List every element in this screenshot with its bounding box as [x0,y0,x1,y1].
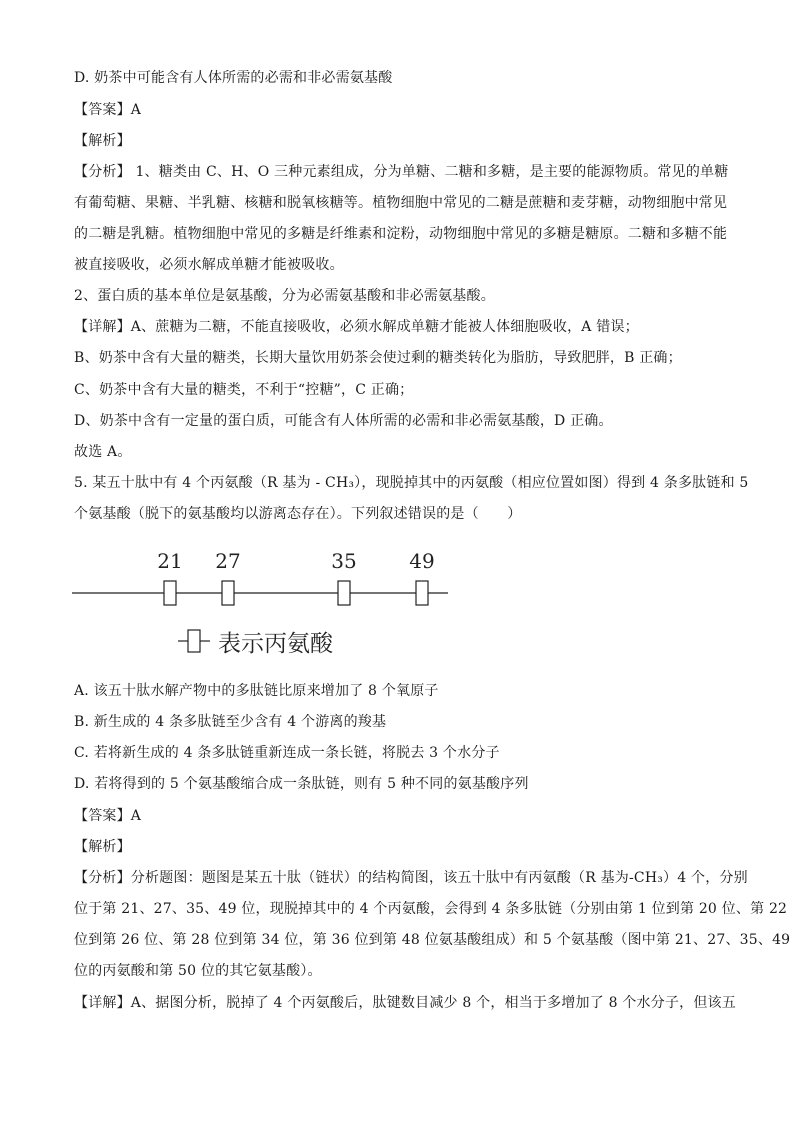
text-line-15: 个氨基酸（脱下的氨基酸均以游离态存在）。下列叙述错误的是（ ） [74,506,522,522]
peptide-chain-diagram [70,545,460,665]
text-line-22: 【分析】分析题图：题图是某五十肽（链状）的结构简图，该五十肽中有丙氨酸（R 基为-CH₃）4 个，分别 [74,870,748,886]
text-line-24: 位到第 26 位、第 28 位到第 34 位，第 36 位到第 48 位氨基酸组成）和 5 个氨基酸（图中第 21、27、35、49 [74,932,791,948]
text-line-21: 【解析】 [74,839,131,855]
legend [178,630,334,657]
text-line-8: 2、蛋白质的基本单位是氨基酸，分为必需氨基酸和非必需氨基酸。 [74,288,495,304]
position-label-27: 27 [215,549,241,573]
position-label-35: 35 [331,549,357,573]
text-line-23: 位于第 21、27、35、49 位，现脱掉其中的 4 个丙氨酸，会得到 4 条多肽链（分别由第 1 位到第 20 位、第 22 [74,901,788,917]
alanine-box-35 [338,581,350,605]
text-line-2: 【答案】A [74,102,142,118]
text-line-14: 5. 某五十肽中有 4 个丙氨酸（R 基为 - CH₃），现脱掉其中的丙氨酸（相应位置如图）得到 4 条多肽链和 5 [74,475,749,491]
text-line-1: D. 奶茶中可能含有人体所需的必需和非必需氨基酸 [74,70,393,86]
text-line-20: 【答案】A [74,808,142,824]
text-line-19: D. 若将得到的 5 个氨基酸缩合成一条肽链，则有 5 种不同的氨基酸序列 [74,776,529,792]
alanine-box-49 [416,581,428,605]
text-line-12: D、奶茶中含有一定量的蛋白质，可能含有人体所需的必需和非必需氨基酸，D 正确。 [74,413,613,429]
text-line-16: A. 该五十肽水解产物中的多肽链比原来增加了 8 个氧原子 [74,683,439,699]
text-line-13: 故选 A。 [74,444,132,460]
text-line-18: C. 若将新生成的 4 条多肽链重新连成一条长链，将脱去 3 个水分子 [74,745,500,761]
text-line-26: 【详解】A、据图分析，脱掉了 4 个丙氨酸后，肽键数目减少 8 个，相当于多增加了 8 个水分子，但该五 [74,995,736,1011]
text-line-5: 有葡萄糖、果糖、半乳糖、核糖和脱氧核糖等。植物细胞中常见的二糖是蔗糖和麦芽糖，动物细胞中常见 [74,195,728,211]
text-line-3: 【解析】 [74,133,131,149]
text-line-4: 【分析】 1、糖类由 C、H、O 三种元素组成，分为单糖、二糖和多糖，是主要的能源物质。常见的单糖 [74,164,729,180]
text-line-25: 位的丙氨酸和第 50 位的其它氨基酸）。 [74,963,322,979]
text-line-9: 【详解】A、蔗糖为二糖，不能直接吸收，必须水解成单糖才能被人体细胞吸收，A 错误； [74,319,639,335]
legend-label: 表示丙氨酸 [218,631,333,657]
alanine-box-27 [222,581,234,605]
position-label-49: 49 [409,549,435,573]
text-line-17: B. 新生成的 4 条多肽链至少含有 4 个游离的羧基 [74,714,387,730]
text-line-6: 的二糖是乳糖。植物细胞中常见的多糖是纤维素和淀粉，动物细胞中常见的多糖是糖原。二糖和多糖不能 [74,226,728,242]
legend-box [188,630,200,652]
text-line-10: B、奶茶中含有大量的糖类，长期大量饮用奶茶会使过剩的糖类转化为脂肪，导致肥胖，B 正确； [74,350,682,366]
alanine-box-21 [164,581,176,605]
text-line-11: C、奶茶中含有大量的糖类，不利于“控糖”，C 正确； [74,382,414,398]
peptide-chain-figure [70,545,460,665]
text-line-7: 被直接吸收，必须水解成单糖才能被吸收。 [74,257,344,273]
position-label-21: 21 [157,549,183,573]
